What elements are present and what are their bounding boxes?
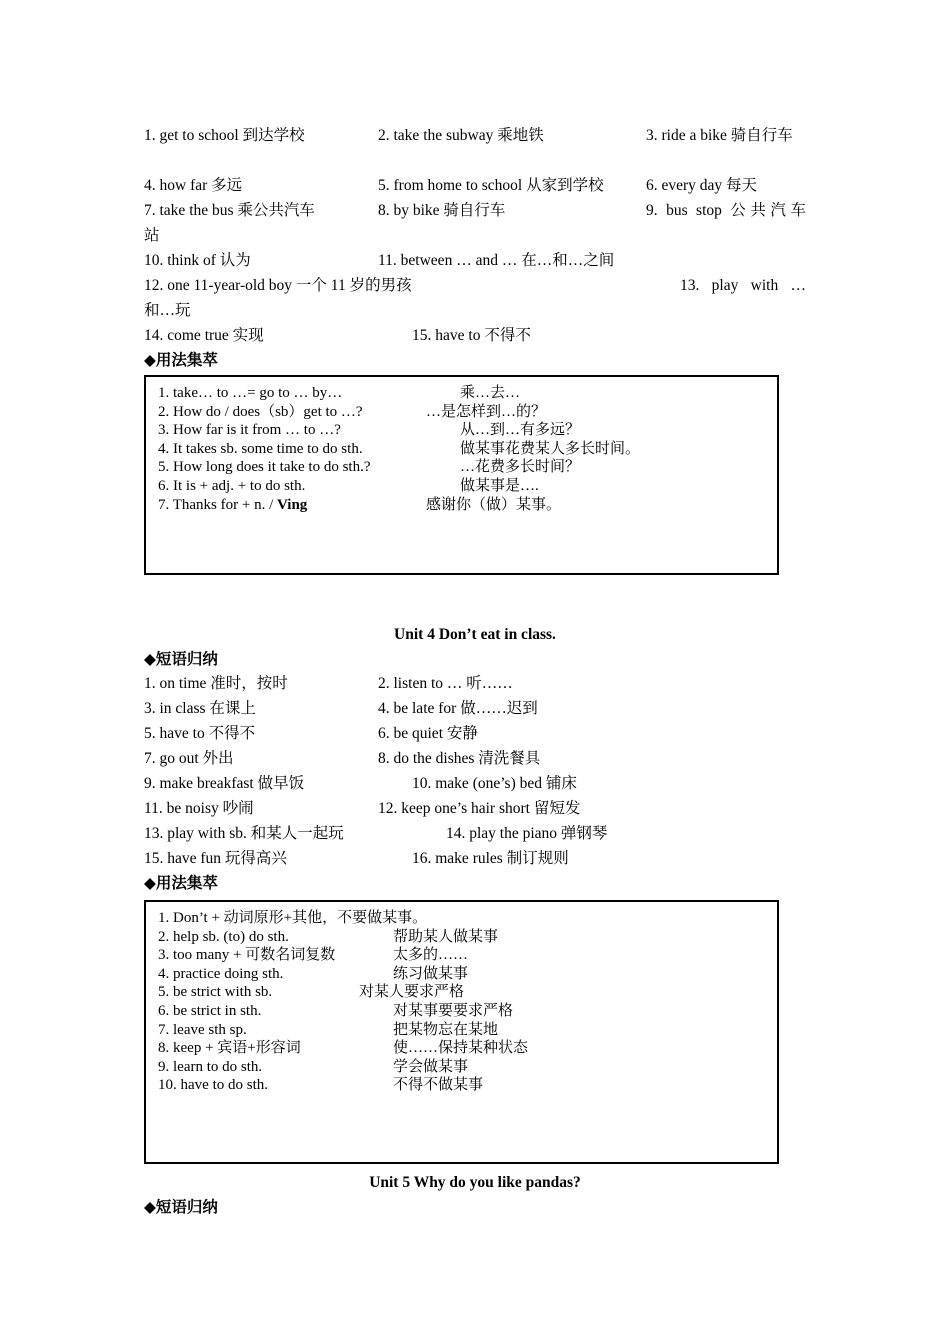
usage-zh: 对某事要要求严格 xyxy=(393,1003,514,1019)
usage-en: 5. How long does it take to do sth.? xyxy=(158,459,371,476)
phrase-item: 10. make (one’s) bed 铺床 xyxy=(412,775,577,792)
usage-en: 5. be strict with sb. xyxy=(158,984,273,1001)
phrase-item: 1. on time 准时，按时 xyxy=(144,675,288,692)
usage-zh: 感谢你（做）某事。 xyxy=(426,496,562,513)
usage-en: 9. learn to do sth. xyxy=(158,1058,263,1075)
usage-en: 8. keep + 宾语+形容词 xyxy=(158,1040,301,1057)
phrase-item: 9. bus stop 公共汽车 xyxy=(646,202,806,219)
phrase-item: 11. between … and … 在…和…之间 xyxy=(378,252,615,269)
phrase-item: 13. play with sb. 和某人一起玩 xyxy=(144,825,344,842)
usage-zh: 做某事花费某人多长时间。 xyxy=(460,440,641,457)
usage-en: 1. Don’t + 动词原形+其他，不要做某事。 xyxy=(158,910,428,926)
phrase-item-wrap: 站 xyxy=(144,227,160,244)
usage-en: 6. be strict in sth. xyxy=(158,1003,262,1019)
phrase-item: 12. one 11-year-old boy 一个 11 岁的男孩 xyxy=(144,277,412,294)
usage-zh: 帮助某人做某事 xyxy=(393,928,499,945)
usage-zh: 乘…去… xyxy=(460,385,521,401)
phrase-item: 3. in class 在课上 xyxy=(144,700,256,717)
unit-title: Unit 5 Why do you like pandas? xyxy=(369,1174,581,1191)
section-heading-phrases: ◆短语归纳 xyxy=(144,1199,218,1216)
usage-zh: 从…到…有多远？ xyxy=(460,422,581,439)
phrase-item: 9. make breakfast 做早饭 xyxy=(144,775,305,792)
usage-en: 1. take… to …= go to … by… xyxy=(158,385,343,401)
usage-zh: 把某物忘在某地 xyxy=(393,1021,499,1038)
phrase-item: 15. have to 不得不 xyxy=(412,327,531,344)
phrase-item: 4. how far 多远 xyxy=(144,177,243,194)
phrase-item: 8. do the dishes 清洗餐具 xyxy=(378,750,541,767)
phrase-item: 14. play the piano 弹钢琴 xyxy=(446,825,608,842)
phrase-item: 12. keep one’s hair short 留短发 xyxy=(378,800,581,817)
usage-zh: …是怎样到…的？ xyxy=(426,403,547,420)
phrase-item: 15. have fun 玩得高兴 xyxy=(144,850,287,867)
usage-zh: …花费多长时间？ xyxy=(460,459,581,476)
phrase-item: 2. take the subway 乘地铁 xyxy=(378,127,544,144)
usage-en: 2. How do / does（sb）get to …? xyxy=(158,403,363,420)
phrase-item: 5. from home to school 从家到学校 xyxy=(378,177,604,194)
phrase-item: 7. go out 外出 xyxy=(144,750,234,767)
usage-en: 2. help sb. (to) do sth. xyxy=(158,928,289,945)
phrase-item: 14. come true 实现 xyxy=(144,327,264,344)
usage-en: 4. practice doing sth. xyxy=(158,965,284,982)
usage-en: 6. It is + adj. + to do sth. xyxy=(158,478,306,494)
phrase-item: 5. have to 不得不 xyxy=(144,725,256,742)
phrase-item: 2. listen to … 听…… xyxy=(378,675,513,692)
phrase-item: 10. think of 认为 xyxy=(144,252,251,269)
phrase-item: 1. get to school 到达学校 xyxy=(144,127,305,144)
usage-en: 4. It takes sb. some time to do sth. xyxy=(158,440,363,457)
usage-en: 3. too many + 可数名词复数 xyxy=(158,947,336,964)
phrase-item: 4. be late for 做……迟到 xyxy=(378,700,538,717)
usage-en-text: 7. Thanks for + n. / xyxy=(158,496,278,513)
section-heading-phrases: ◆短语归纳 xyxy=(144,651,218,668)
usage-en: 10. have to do sth. xyxy=(158,1077,268,1094)
phrase-item-wrap: 和…玩 xyxy=(144,302,191,319)
usage-en xyxy=(158,496,307,515)
usage-en: 7. leave sth sp. xyxy=(158,1021,247,1038)
usage-zh: 使……保持某种状态 xyxy=(393,1040,529,1057)
usage-zh: 太多的…… xyxy=(393,947,469,964)
usage-box xyxy=(144,900,779,1164)
phrase-item: 6. be quiet 安静 xyxy=(378,725,478,742)
usage-zh: 练习做某事 xyxy=(393,965,469,982)
phrase-item: 3. ride a bike 骑自行车 xyxy=(646,127,793,144)
phrase-item: 7. take the bus 乘公共汽车 xyxy=(144,202,315,219)
usage-en-bold: Ving xyxy=(277,496,308,513)
phrase-item: 11. be noisy 吵闹 xyxy=(144,800,254,817)
usage-zh: 做某事是…. xyxy=(460,478,539,494)
usage-box xyxy=(144,375,779,575)
section-heading-usage: ◆用法集萃 xyxy=(144,875,218,892)
phrase-item: 6. every day 每天 xyxy=(646,177,758,194)
unit-title: Unit 4 Don’t eat in class. xyxy=(394,626,556,643)
usage-zh: 不得不做某事 xyxy=(393,1077,484,1094)
phrase-item: 16. make rules 制订规则 xyxy=(412,850,569,867)
usage-en: 3. How far is it from … to …? xyxy=(158,422,341,439)
phrase-item: 13. play with … xyxy=(680,277,806,294)
section-heading-usage: ◆用法集萃 xyxy=(144,352,218,369)
usage-zh: 对某人要求严格 xyxy=(359,984,465,1001)
phrase-item: 8. by bike 骑自行车 xyxy=(378,202,506,219)
usage-zh: 学会做某事 xyxy=(393,1058,469,1075)
